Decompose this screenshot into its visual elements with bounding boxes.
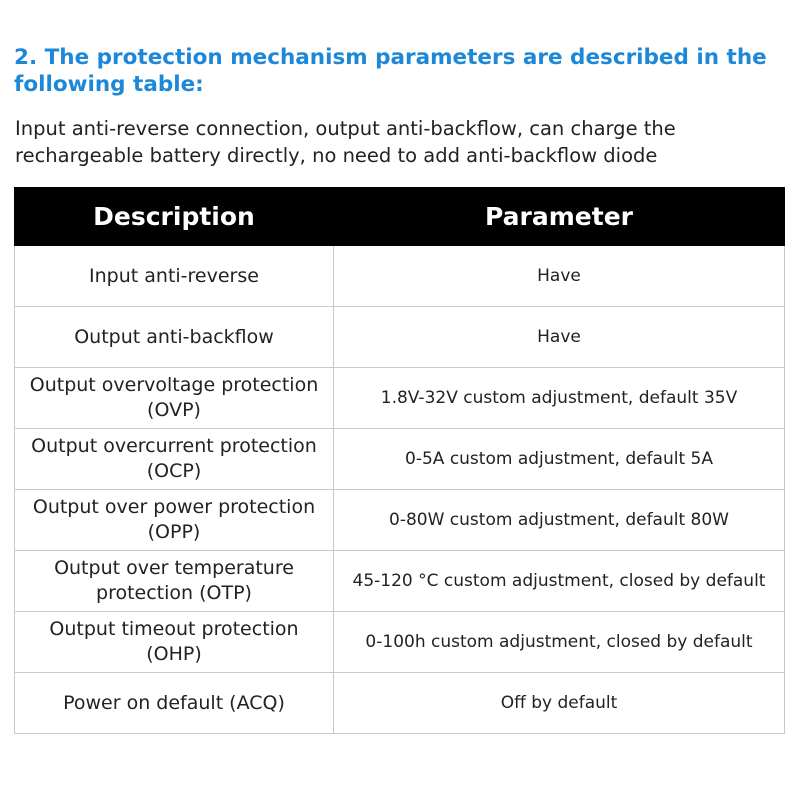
description-cell: Output overvoltage protection (OVP) — [15, 368, 334, 429]
table-header-row — [15, 188, 785, 246]
parameter-cell: Off by default — [334, 673, 785, 734]
description-cell: Output over temperature protection (OTP) — [15, 551, 334, 612]
table-row — [15, 246, 785, 307]
description-cell: Output timeout protection (OHP) — [15, 612, 334, 673]
description-cell: Output anti-backflow — [15, 307, 334, 368]
description-cell: Input anti-reverse — [15, 246, 334, 307]
table-row — [15, 612, 785, 673]
parameter-cell: 0-80W custom adjustment, default 80W — [334, 490, 785, 551]
protection-parameters-table — [14, 187, 785, 734]
parameter-cell: Have — [334, 307, 785, 368]
table-row — [15, 673, 785, 734]
column-header-description: Description — [15, 188, 334, 246]
column-header-parameter: Parameter — [334, 188, 785, 246]
parameter-cell: 1.8V-32V custom adjustment, default 35V — [334, 368, 785, 429]
intro-text: Input anti-reverse connection, output anti-backflow, can charge the rechargeable battery directly, no need to add anti-backflow diode — [15, 117, 676, 167]
table-row — [15, 307, 785, 368]
table-row — [15, 368, 785, 429]
parameter-cell: 0-5A custom adjustment, default 5A — [334, 429, 785, 490]
table-row — [15, 551, 785, 612]
parameter-cell: Have — [334, 246, 785, 307]
table-row — [15, 429, 785, 490]
parameter-cell: 45-120 °C custom adjustment, closed by default — [334, 551, 785, 612]
section-heading: 2. The protection mechanism parameters are described in the following table: — [14, 45, 767, 97]
table-row — [15, 490, 785, 551]
parameter-cell: 0-100h custom adjustment, closed by default — [334, 612, 785, 673]
description-cell: Output over power protection (OPP) — [15, 490, 334, 551]
description-cell: Power on default (ACQ) — [15, 673, 334, 734]
description-cell: Output overcurrent protection (OCP) — [15, 429, 334, 490]
